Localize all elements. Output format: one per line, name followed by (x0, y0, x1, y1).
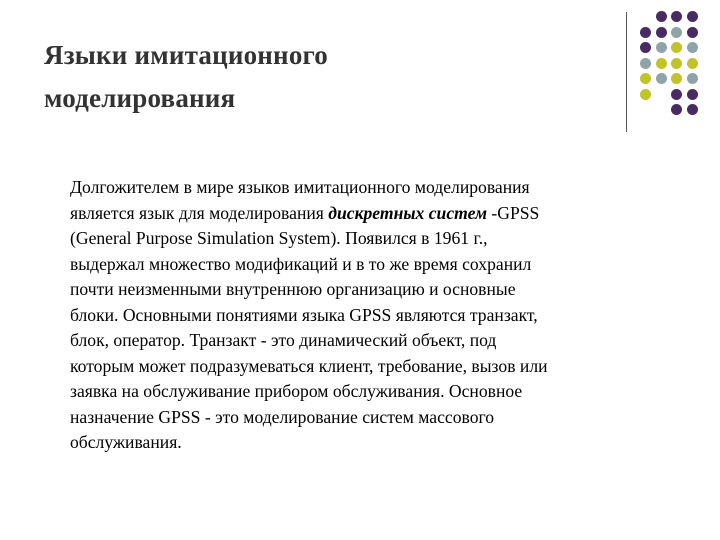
decorative-dot (687, 42, 698, 53)
decorative-dot (687, 73, 698, 84)
decorative-dot (671, 73, 682, 84)
body-text-segment: -GPSS (491, 202, 540, 223)
decorative-dot (671, 42, 682, 53)
body-line (70, 175, 690, 201)
body-text-segment: назначение GPSS - это моделирование систем массового (70, 406, 495, 427)
body-text-segment: которым может подразумеваться клиент, требование, вызов или (70, 355, 548, 376)
body-paragraph (70, 175, 690, 456)
body-line (70, 354, 690, 380)
decorative-dot (656, 73, 667, 84)
decorative-dot (640, 27, 651, 38)
body-line (70, 252, 690, 278)
decorative-dot (671, 58, 682, 69)
body-text-segment: (General Purpose Simulation System). Появился в 1961 г., (70, 228, 488, 248)
decorative-dot (687, 89, 698, 100)
empty-dot-slot (640, 11, 651, 22)
body-text-segment: почти неизменными внутреннюю организацию и основные (70, 279, 516, 299)
emphasized-text: дискретных систем (328, 202, 492, 223)
slide-title-line: моделирования (44, 83, 236, 113)
decorative-dot (640, 42, 651, 53)
vertical-divider (626, 12, 627, 132)
decorative-dot (640, 58, 651, 69)
decorative-dot (656, 42, 667, 53)
body-line (70, 226, 690, 252)
decorative-dot (640, 89, 651, 100)
decorative-dot (640, 73, 651, 84)
decorative-dot-grid (638, 9, 700, 118)
decorative-dot (687, 104, 698, 115)
decorative-dot (687, 27, 698, 38)
body-text-segment: блок, оператор. Транзакт - это динамический объект, под (70, 330, 497, 350)
decorative-dot (687, 11, 698, 22)
body-line (70, 430, 690, 456)
decorative-dot (671, 11, 682, 22)
body-line (70, 277, 690, 303)
body-line (70, 201, 690, 227)
body-text-segment: блоки. Основными понятиями языка GPSS являются транзакт, (70, 304, 538, 325)
empty-dot-slot (656, 104, 667, 115)
decorative-dot (671, 104, 682, 115)
body-text-segment: выдержал множество модификаций и в то же время сохранил (70, 253, 532, 274)
body-text-segment: Долгожителем в мире языков имитационного моделирования (70, 177, 530, 197)
empty-dot-slot (656, 89, 667, 100)
body-line (70, 328, 690, 354)
empty-dot-slot (640, 104, 651, 115)
decorative-dot (656, 11, 667, 22)
body-line (70, 303, 690, 329)
decorative-dot (687, 58, 698, 69)
body-text-segment: является язык для моделирования (70, 202, 329, 223)
decorative-dot (656, 27, 667, 38)
body-text-segment: обслуживания. (70, 432, 182, 452)
body-line (70, 405, 690, 431)
body-line (70, 379, 690, 405)
slide-title (44, 34, 604, 120)
slide-title-line: Языки имитационного (44, 40, 329, 70)
body-text-segment: заявка на обслуживание прибором обслуживания. Основное (70, 381, 523, 401)
decorative-dot (671, 89, 682, 100)
decorative-dot (671, 27, 682, 38)
decorative-dot (656, 58, 667, 69)
